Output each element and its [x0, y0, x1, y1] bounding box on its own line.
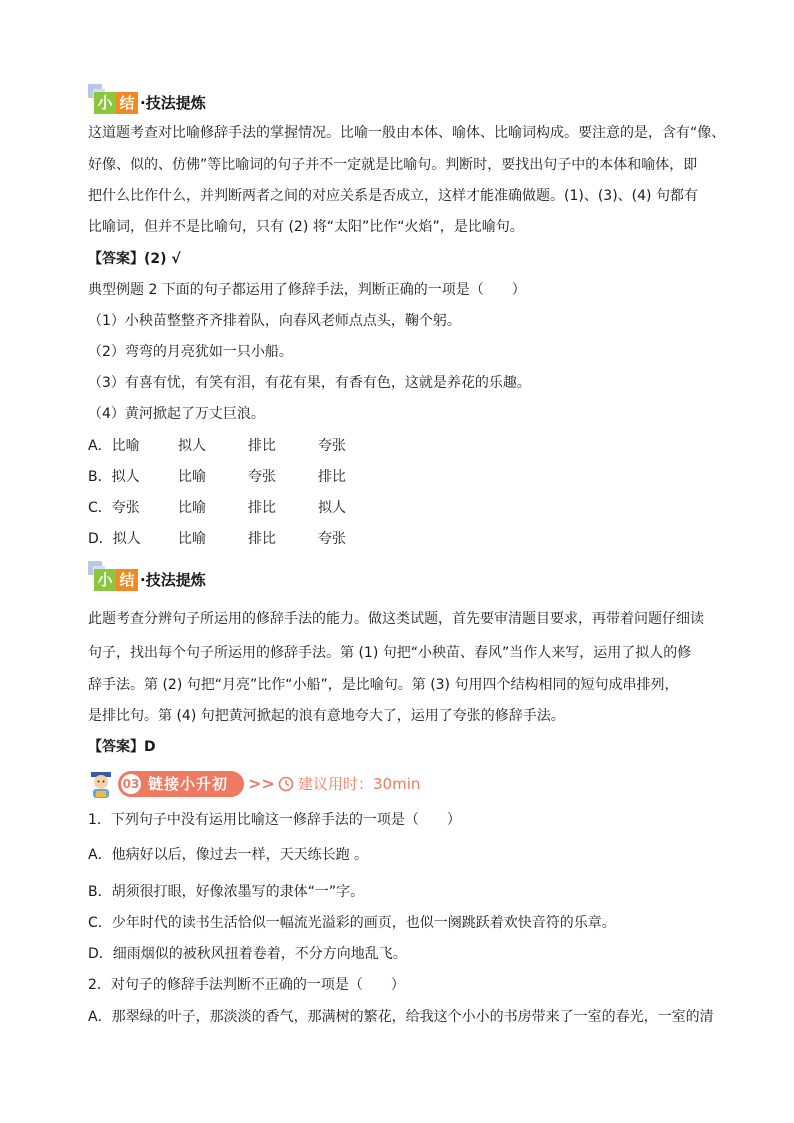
- option-row: [88, 498, 488, 518]
- option-cell: 排比: [248, 531, 276, 547]
- option-cell: B．拟人: [88, 469, 140, 485]
- option-cell: 拟人: [318, 500, 346, 516]
- summary-heading-title: ·技法提炼: [140, 571, 206, 589]
- answer-line: 【答案】(2) √: [88, 251, 181, 267]
- option-cell: C．夸张: [88, 500, 140, 516]
- analysis-line: 是排比句。第 (4) 句把黄河掀起的浪有意地夸大了，运用了夸张的修辞手法。: [88, 708, 565, 724]
- clock-icon: [278, 776, 294, 792]
- example-title: 典型例题 2 下面的句子都运用了修辞手法，判断正确的一项是（ ）: [88, 282, 526, 298]
- answer-line: 【答案】D: [88, 739, 156, 755]
- exercise-option: B．胡须很打眼，好像浓墨写的隶体“一”字。: [88, 884, 365, 900]
- analysis-line: 句子，找出每个句子所运用的修辞手法。第 (1) 句把“小秧苗、春风”当作人来写，运用了拟人的修: [88, 645, 692, 661]
- analysis-line: 把什么比作什么，并判断两者之间的对应关系是否成立，这样才能准确做题。(1)、(3)、(4) 句都有: [88, 188, 698, 204]
- exercise-option: A．那翠绿的叶子，那淡淡的香气，那满树的繁花，给我这个小小的书房带来了一室的春光，一室的清: [88, 1009, 714, 1025]
- summary-badge-xiao: 小: [94, 569, 116, 591]
- example-item: （2）弯弯的月亮犹如一只小船。: [88, 344, 293, 360]
- option-row: [88, 529, 488, 549]
- suggested-time: 建议用时：30min: [298, 775, 421, 793]
- student-avatar-icon: [88, 770, 114, 798]
- summary-badge-xiao: 小: [94, 92, 116, 114]
- example-item: （1）小秧苗整整齐齐排着队，向春风老师点点头，鞠个躬。: [88, 313, 461, 329]
- option-cell: 比喻: [178, 500, 206, 516]
- analysis-line: 比喻词，但并不是比喻句，只有 (2) 将“太阳”比作“火焰”，是比喻句。: [88, 219, 524, 235]
- option-cell: 夸张: [318, 531, 346, 547]
- option-cell: 排比: [248, 438, 276, 454]
- summary-badge-jie: 结: [116, 569, 138, 591]
- analysis-line: 这道题考查对比喻修辞手法的掌握情况。比喻一般由本体、喻体、比喻词构成。要注意的是，含有“像、: [88, 125, 726, 141]
- option-row: [88, 467, 488, 487]
- summary-badge-jie: 结: [116, 92, 138, 114]
- option-cell: 排比: [318, 469, 346, 485]
- exercise-option: D．细雨烟似的被秋风扭着卷着，不分方向地乱飞。: [88, 946, 407, 962]
- section-label: 链接小升初: [148, 775, 229, 793]
- option-cell: D．拟人: [88, 531, 141, 547]
- summary-heading: [88, 84, 288, 114]
- analysis-line: 此题考查分辨句子所运用的修辞手法的能力。做这类试题，首先要审清题目要求，再带着问题仔细读: [88, 611, 704, 627]
- option-cell: 比喻: [178, 531, 206, 547]
- exercise-option: A．他病好以后，像过去一样，天天练长跑 。: [88, 847, 369, 863]
- option-cell: 拟人: [178, 438, 206, 454]
- exercise-option: C．少年时代的读书生活恰似一幅流光溢彩的画页，也似一阕跳跃着欢快音符的乐章。: [88, 915, 616, 931]
- option-cell: A．比喻: [88, 438, 140, 454]
- option-row: [88, 436, 488, 456]
- exercise-question: 2．对句子的修辞手法判断不正确的一项是（ ）: [88, 977, 405, 993]
- double-chevron-icon: >>: [248, 774, 275, 793]
- section-pill: [118, 771, 244, 797]
- analysis-line: 辞手法。第 (2) 句把“月亮”比作“小船”，是比喻句。第 (3) 句用四个结构相同的短句成串排列，: [88, 677, 679, 693]
- analysis-line: 好像、似的、仿佛”等比喻词的句子并不一定就是比喻句。判断时，要找出句子中的本体和喻体，即: [88, 157, 698, 173]
- summary-heading: [88, 561, 288, 591]
- example-item: （3）有喜有忧，有笑有泪，有花有果，有香有色，这就是养花的乐趣。: [88, 375, 531, 391]
- option-cell: 夸张: [248, 469, 276, 485]
- option-cell: 夸张: [318, 438, 346, 454]
- exercise-question: 1．下列句子中没有运用比喻这一修辞手法的一项是（ ）: [88, 812, 461, 828]
- section-number: 03: [121, 774, 141, 794]
- example-item: （4）黄河掀起了万丈巨浪。: [88, 406, 265, 422]
- section-banner: [88, 768, 428, 800]
- option-cell: 比喻: [178, 469, 206, 485]
- option-cell: 排比: [248, 500, 276, 516]
- summary-heading-title: ·技法提炼: [140, 94, 206, 112]
